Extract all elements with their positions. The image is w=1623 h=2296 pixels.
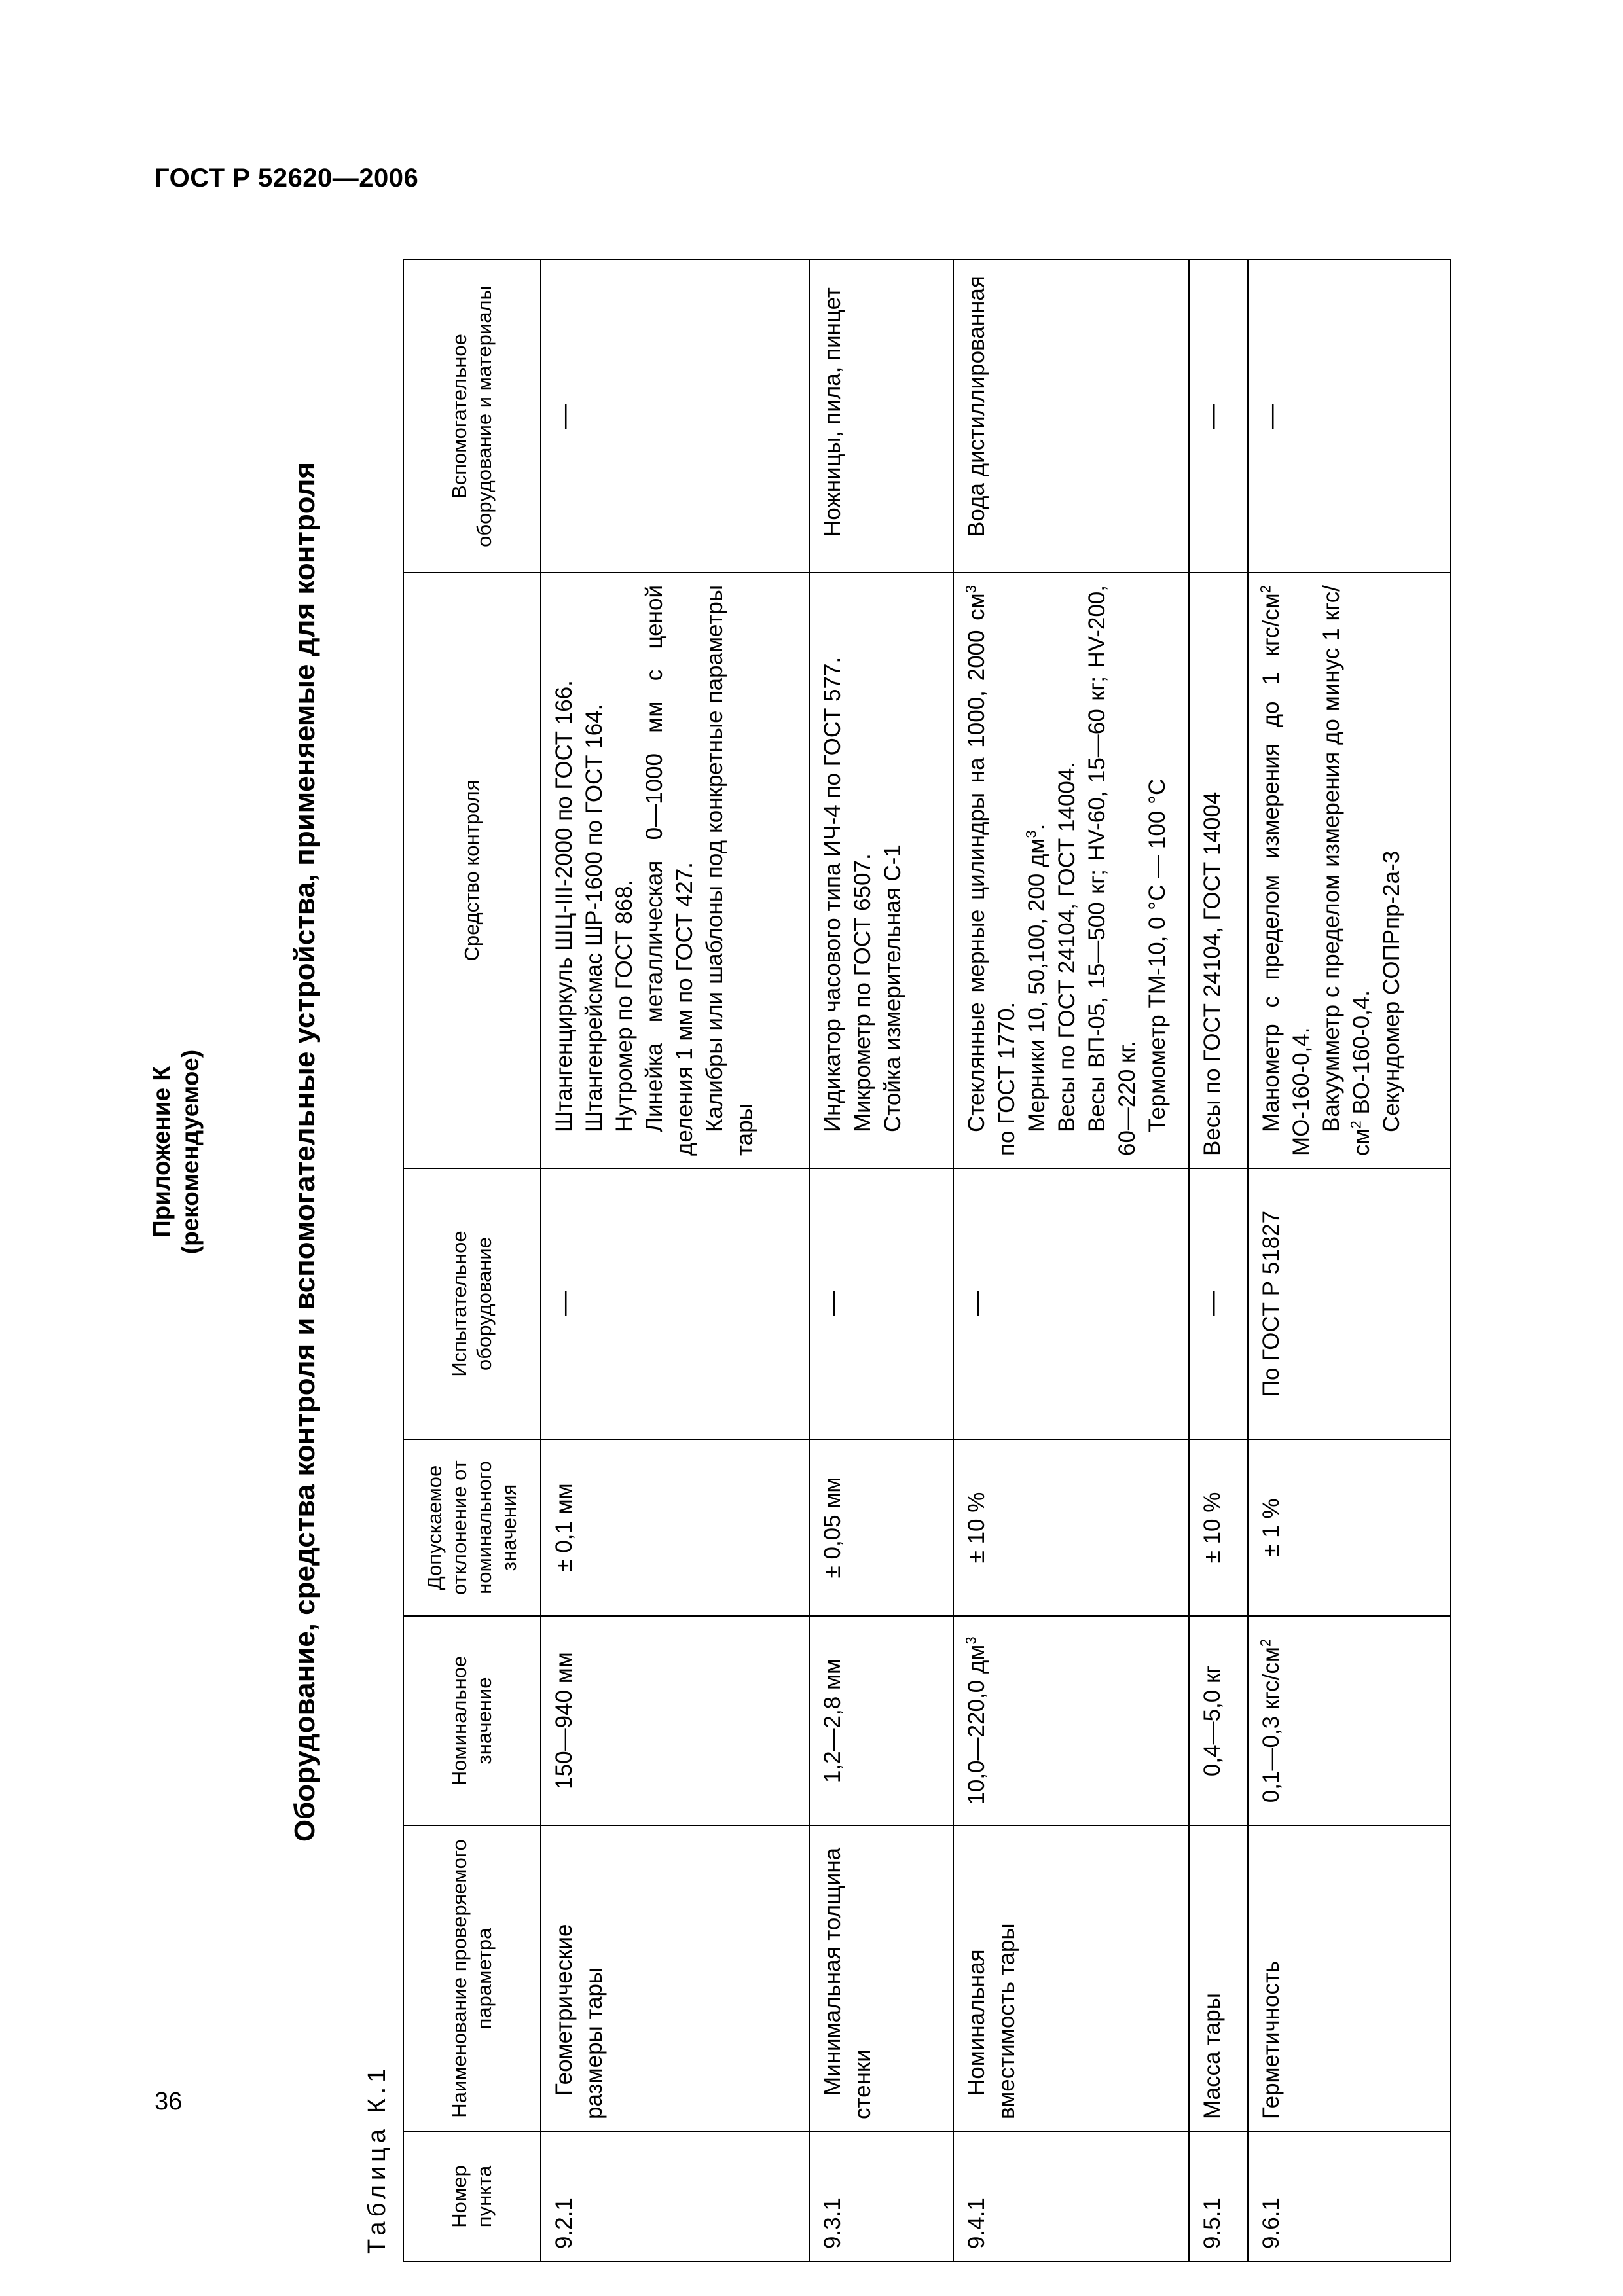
control-text: Стеклянные мерные цилиндры на 1000, 2000 см [964, 593, 989, 1132]
cell-control-means [1189, 573, 1248, 1168]
table-row [809, 260, 953, 2261]
cell-number: 9.2.1 [541, 2132, 809, 2261]
cell-deviation: ± 0,05 мм [809, 1439, 953, 1616]
control-item: Микрометр по ГОСТ 6507. [850, 853, 875, 1132]
cell-nominal: 0,4—5,0 кг [1189, 1616, 1248, 1825]
cell-parameter: Масса тары [1189, 1825, 1248, 2132]
table-row [1189, 260, 1248, 2261]
control-text: Мерники 10, 50,100, 200 дм [1024, 838, 1049, 1132]
cell-number: 9.5.1 [1189, 2132, 1248, 2261]
control-item [1022, 585, 1052, 1156]
cell-parameter: Герметичность [1248, 1825, 1451, 2132]
control-text: ВО-160-0,4. [1349, 990, 1374, 1121]
control-item: Калибры или шаблоны под конкретные параметры тары [702, 585, 757, 1156]
cell-parameter: Минимальная толщина стенки [809, 1825, 953, 2132]
cell-auxiliary: Вода дистиллированная [953, 260, 1189, 573]
superscript: 2 [1257, 585, 1274, 594]
cell-nominal [953, 1616, 1189, 1825]
table-title: Оборудование, средства контроля и вспомогательные устройства, применяемые для контроля [289, 461, 321, 1842]
cell-nominal: 1,2—2,8 мм [809, 1616, 953, 1825]
control-item: Линейка металлическая 0—1000 мм с ценой деления 1 мм по ГОСТ 427. [642, 585, 697, 1156]
cell-test-equipment: — [1189, 1168, 1248, 1439]
superscript: 2 [1347, 1121, 1364, 1129]
column-header: Испытательное оборудование [403, 1168, 541, 1439]
cell-test-equipment: — [809, 1168, 953, 1439]
column-header: Номинальное значение [403, 1616, 541, 1825]
table-row [541, 260, 809, 2261]
cell-nominal [1248, 1616, 1451, 1825]
column-header: Допускаемое отклонение от номинального значения [403, 1439, 541, 1616]
superscript: 3 [962, 585, 979, 594]
cell-number: 9.3.1 [809, 2132, 953, 2261]
control-item [962, 585, 1022, 1156]
cell-deviation: ± 10 % [953, 1439, 1189, 1616]
cell-nominal: 150—940 мм [541, 1616, 809, 1825]
cell-test-equipment: — [953, 1168, 1189, 1439]
cell-test-equipment: — [541, 1168, 809, 1439]
control-item: Термометр ТМ-10, 0 °С — 100 °С [1144, 778, 1170, 1132]
cell-parameter: Номинальная вместимость тары [953, 1825, 1189, 2132]
control-item: Секундомер СОПРпр-2а-3 [1379, 850, 1404, 1132]
control-text: по ГОСТ 1770. [994, 1001, 1019, 1156]
table-row [953, 260, 1189, 2261]
table-row [1248, 260, 1451, 2261]
control-item [1317, 585, 1377, 1156]
control-text: Вакуумметр с пределом измерения до минус 1 кгс/см [1319, 585, 1374, 1156]
control-item: Штангенциркуль ШЦ-III-2000 по ГОСТ 166. [551, 680, 577, 1132]
cell-parameter: Геометрические размеры тары [541, 1825, 809, 2132]
control-item: Весы по ГОСТ 24104, ГОСТ 14004. [1054, 761, 1080, 1132]
superscript: 3 [1023, 830, 1040, 838]
control-item: Штангенрейсмас ШР-1600 по ГОСТ 164. [581, 704, 607, 1132]
control-text: Манометр с пределом измерения до 1 кгс/см [1258, 593, 1284, 1132]
cell-deviation: ± 1 % [1248, 1439, 1451, 1616]
control-item [1256, 585, 1317, 1156]
cell-deviation: ± 0,1 мм [541, 1439, 809, 1616]
control-text: . [1024, 823, 1049, 831]
control-text: МО-160-0,4. [1288, 1027, 1314, 1156]
appendix-subtitle: (рекомендуемое) [177, 1049, 204, 1255]
cell-control-means [541, 573, 809, 1168]
superscript: 2 [1257, 1638, 1274, 1647]
control-item: Индикатор часового типа ИЧ-4 по ГОСТ 577. [820, 656, 845, 1132]
column-header: Номер пункта [403, 2132, 541, 2261]
rotated-table-page [147, 33, 1463, 2271]
control-item: Весы ВП-05, 15—500 кг; HV-60, 15—60 кг; HV-200, 60—220 кг. [1084, 585, 1140, 1156]
equipment-table [403, 259, 1451, 2262]
control-item: Стойка измерительная С-1 [880, 844, 905, 1132]
column-header: Вспомогательное оборудование и материалы [403, 260, 541, 573]
document-code: ГОСТ Р 52620—2006 [155, 164, 419, 192]
table-header-row [403, 260, 541, 2261]
control-item: Нутромер по ГОСТ 868. [611, 879, 637, 1132]
cell-control-means [953, 573, 1189, 1168]
superscript: 3 [962, 1636, 979, 1645]
cell-number: 9.4.1 [953, 2132, 1189, 2261]
control-item: Весы по ГОСТ 24104, ГОСТ 14004 [1199, 791, 1225, 1156]
cell-auxiliary: — [541, 260, 809, 573]
cell-control-means [1248, 573, 1451, 1168]
nominal-text: 0,1—0,3 кгс/см [1258, 1647, 1284, 1803]
appendix-title: Приложение К [148, 1066, 175, 1238]
nominal-text: 10,0—220,0 дм [964, 1644, 989, 1805]
cell-deviation: ± 10 % [1189, 1439, 1248, 1616]
cell-auxiliary: — [1248, 260, 1451, 573]
cell-test-equipment: По ГОСТ Р 51827 [1248, 1168, 1451, 1439]
appendix-heading [147, 33, 205, 2271]
cell-auxiliary: — [1189, 260, 1248, 573]
cell-control-means [809, 573, 953, 1168]
column-header: Средство контроля [403, 573, 541, 1168]
column-header: Наименование проверяемого параметра [403, 1825, 541, 2132]
cell-auxiliary: Ножницы, пила, пинцет [809, 260, 953, 573]
table-label: Таблица К.1 [363, 2064, 391, 2254]
cell-number: 9.6.1 [1248, 2132, 1451, 2261]
page-number: 36 [155, 2088, 183, 2115]
